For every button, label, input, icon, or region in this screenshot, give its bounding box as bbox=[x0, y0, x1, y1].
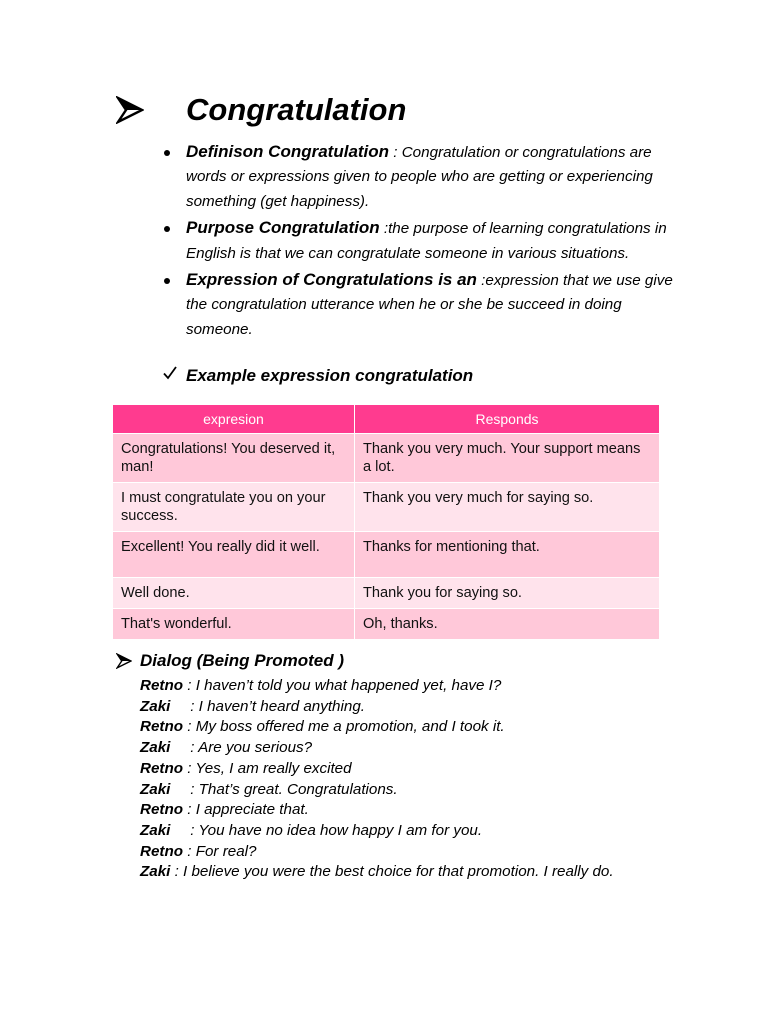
dialog-line bbox=[140, 800, 700, 821]
dialog-text: : You have no idea how happy I am for you. bbox=[186, 821, 483, 839]
speaker-name: Retno bbox=[140, 842, 184, 860]
column-header-responds: Responds bbox=[355, 405, 660, 434]
table-cell: Oh, thanks. bbox=[355, 609, 660, 640]
arrowhead-bullet-icon bbox=[116, 96, 144, 124]
dialog-line bbox=[140, 697, 700, 718]
table-cell: Congratulations! You deserved it, man! bbox=[113, 434, 355, 483]
table-header-row bbox=[113, 405, 660, 434]
definition-text: : Congratulation or congratulations are words or expressions given to people who are getting or experiencing something (get happiness). bbox=[186, 144, 653, 210]
bullet-dot-icon bbox=[164, 278, 170, 284]
dialog-text: : I appreciate that. bbox=[183, 801, 309, 819]
title-row bbox=[116, 88, 407, 132]
expression-table bbox=[112, 404, 660, 640]
dialog-text: : For real? bbox=[183, 842, 257, 860]
list-item bbox=[162, 216, 682, 266]
definition-term: Purpose Congratulation bbox=[186, 218, 380, 238]
table-row bbox=[113, 483, 660, 532]
example-heading: Example expression congratulation bbox=[186, 366, 474, 385]
table-cell: Thank you very much. Your support means a lot. bbox=[355, 434, 660, 483]
dialog-text: : I believe you were the best choice for that promotion. I really do. bbox=[170, 863, 614, 881]
bullet-dot-icon bbox=[164, 226, 170, 232]
dialog-heading-row bbox=[116, 649, 344, 673]
dialog-line bbox=[140, 738, 700, 759]
table-row bbox=[113, 609, 660, 640]
list-item bbox=[162, 140, 682, 214]
page-title: Congratulation bbox=[186, 92, 407, 127]
dialog-heading: Dialog (Being Promoted ) bbox=[140, 651, 344, 670]
definition-text: :the purpose of learning congratulations in English is that we can congratulate someone in various situations. bbox=[186, 220, 667, 262]
speaker-name: Zaki bbox=[140, 780, 171, 798]
dialog-line bbox=[140, 759, 700, 780]
dialog-transcript bbox=[140, 676, 700, 883]
speaker-name: Retno bbox=[140, 677, 184, 694]
definition-text: :expression that we use give the congratulation utterance when he or she be succeed in doing someone. bbox=[186, 272, 673, 338]
definition-term: Expression of Congratulations is an bbox=[186, 270, 477, 290]
dialog-line bbox=[140, 676, 700, 697]
arrowhead-bullet-icon bbox=[116, 653, 132, 669]
table-row bbox=[113, 532, 660, 578]
dialog-text: : Are you serious? bbox=[186, 739, 313, 757]
table-cell: That's wonderful. bbox=[113, 609, 355, 640]
dialog-text: : My boss offered me a promotion, and I took it. bbox=[183, 718, 505, 736]
speaker-name: Zaki bbox=[140, 697, 171, 715]
speaker-name: Zaki bbox=[140, 821, 171, 839]
dialog-line bbox=[140, 821, 700, 842]
speaker-name: Zaki bbox=[140, 863, 171, 881]
list-item bbox=[162, 268, 682, 342]
speaker-name: Retno bbox=[140, 759, 184, 777]
column-header-expression: expresion bbox=[113, 405, 355, 434]
dialog-line bbox=[140, 862, 700, 883]
dialog-line bbox=[140, 780, 700, 801]
definition-list bbox=[162, 140, 682, 344]
speaker-name: Retno bbox=[140, 801, 184, 819]
dialog-line bbox=[140, 717, 700, 738]
dialog-line bbox=[140, 842, 700, 863]
table-cell: Thank you very much for saying so. bbox=[355, 483, 660, 532]
dialog-text: : Yes, I am really excited bbox=[183, 759, 352, 777]
checkmark-icon bbox=[162, 365, 178, 381]
table-cell: Thank you for saying so. bbox=[355, 578, 660, 609]
bullet-dot-icon bbox=[164, 150, 170, 156]
table-cell: Excellent! You really did it well. bbox=[113, 532, 355, 578]
speaker-name: Retno bbox=[140, 718, 184, 736]
table-row bbox=[113, 578, 660, 609]
table-cell: I must congratulate you on your success. bbox=[113, 483, 355, 532]
example-heading-row bbox=[162, 364, 473, 388]
table-row bbox=[113, 434, 660, 483]
dialog-text: : I haven’t told you what happened yet, have I? bbox=[183, 677, 502, 694]
dialog-text: : I haven’t heard anything. bbox=[186, 697, 365, 715]
table-cell: Well done. bbox=[113, 578, 355, 609]
table-cell: Thanks for mentioning that. bbox=[355, 532, 660, 578]
dialog-text: : That’s great. Congratulations. bbox=[186, 780, 398, 798]
definition-term: Definison Congratulation bbox=[186, 142, 390, 161]
speaker-name: Zaki bbox=[140, 739, 171, 757]
